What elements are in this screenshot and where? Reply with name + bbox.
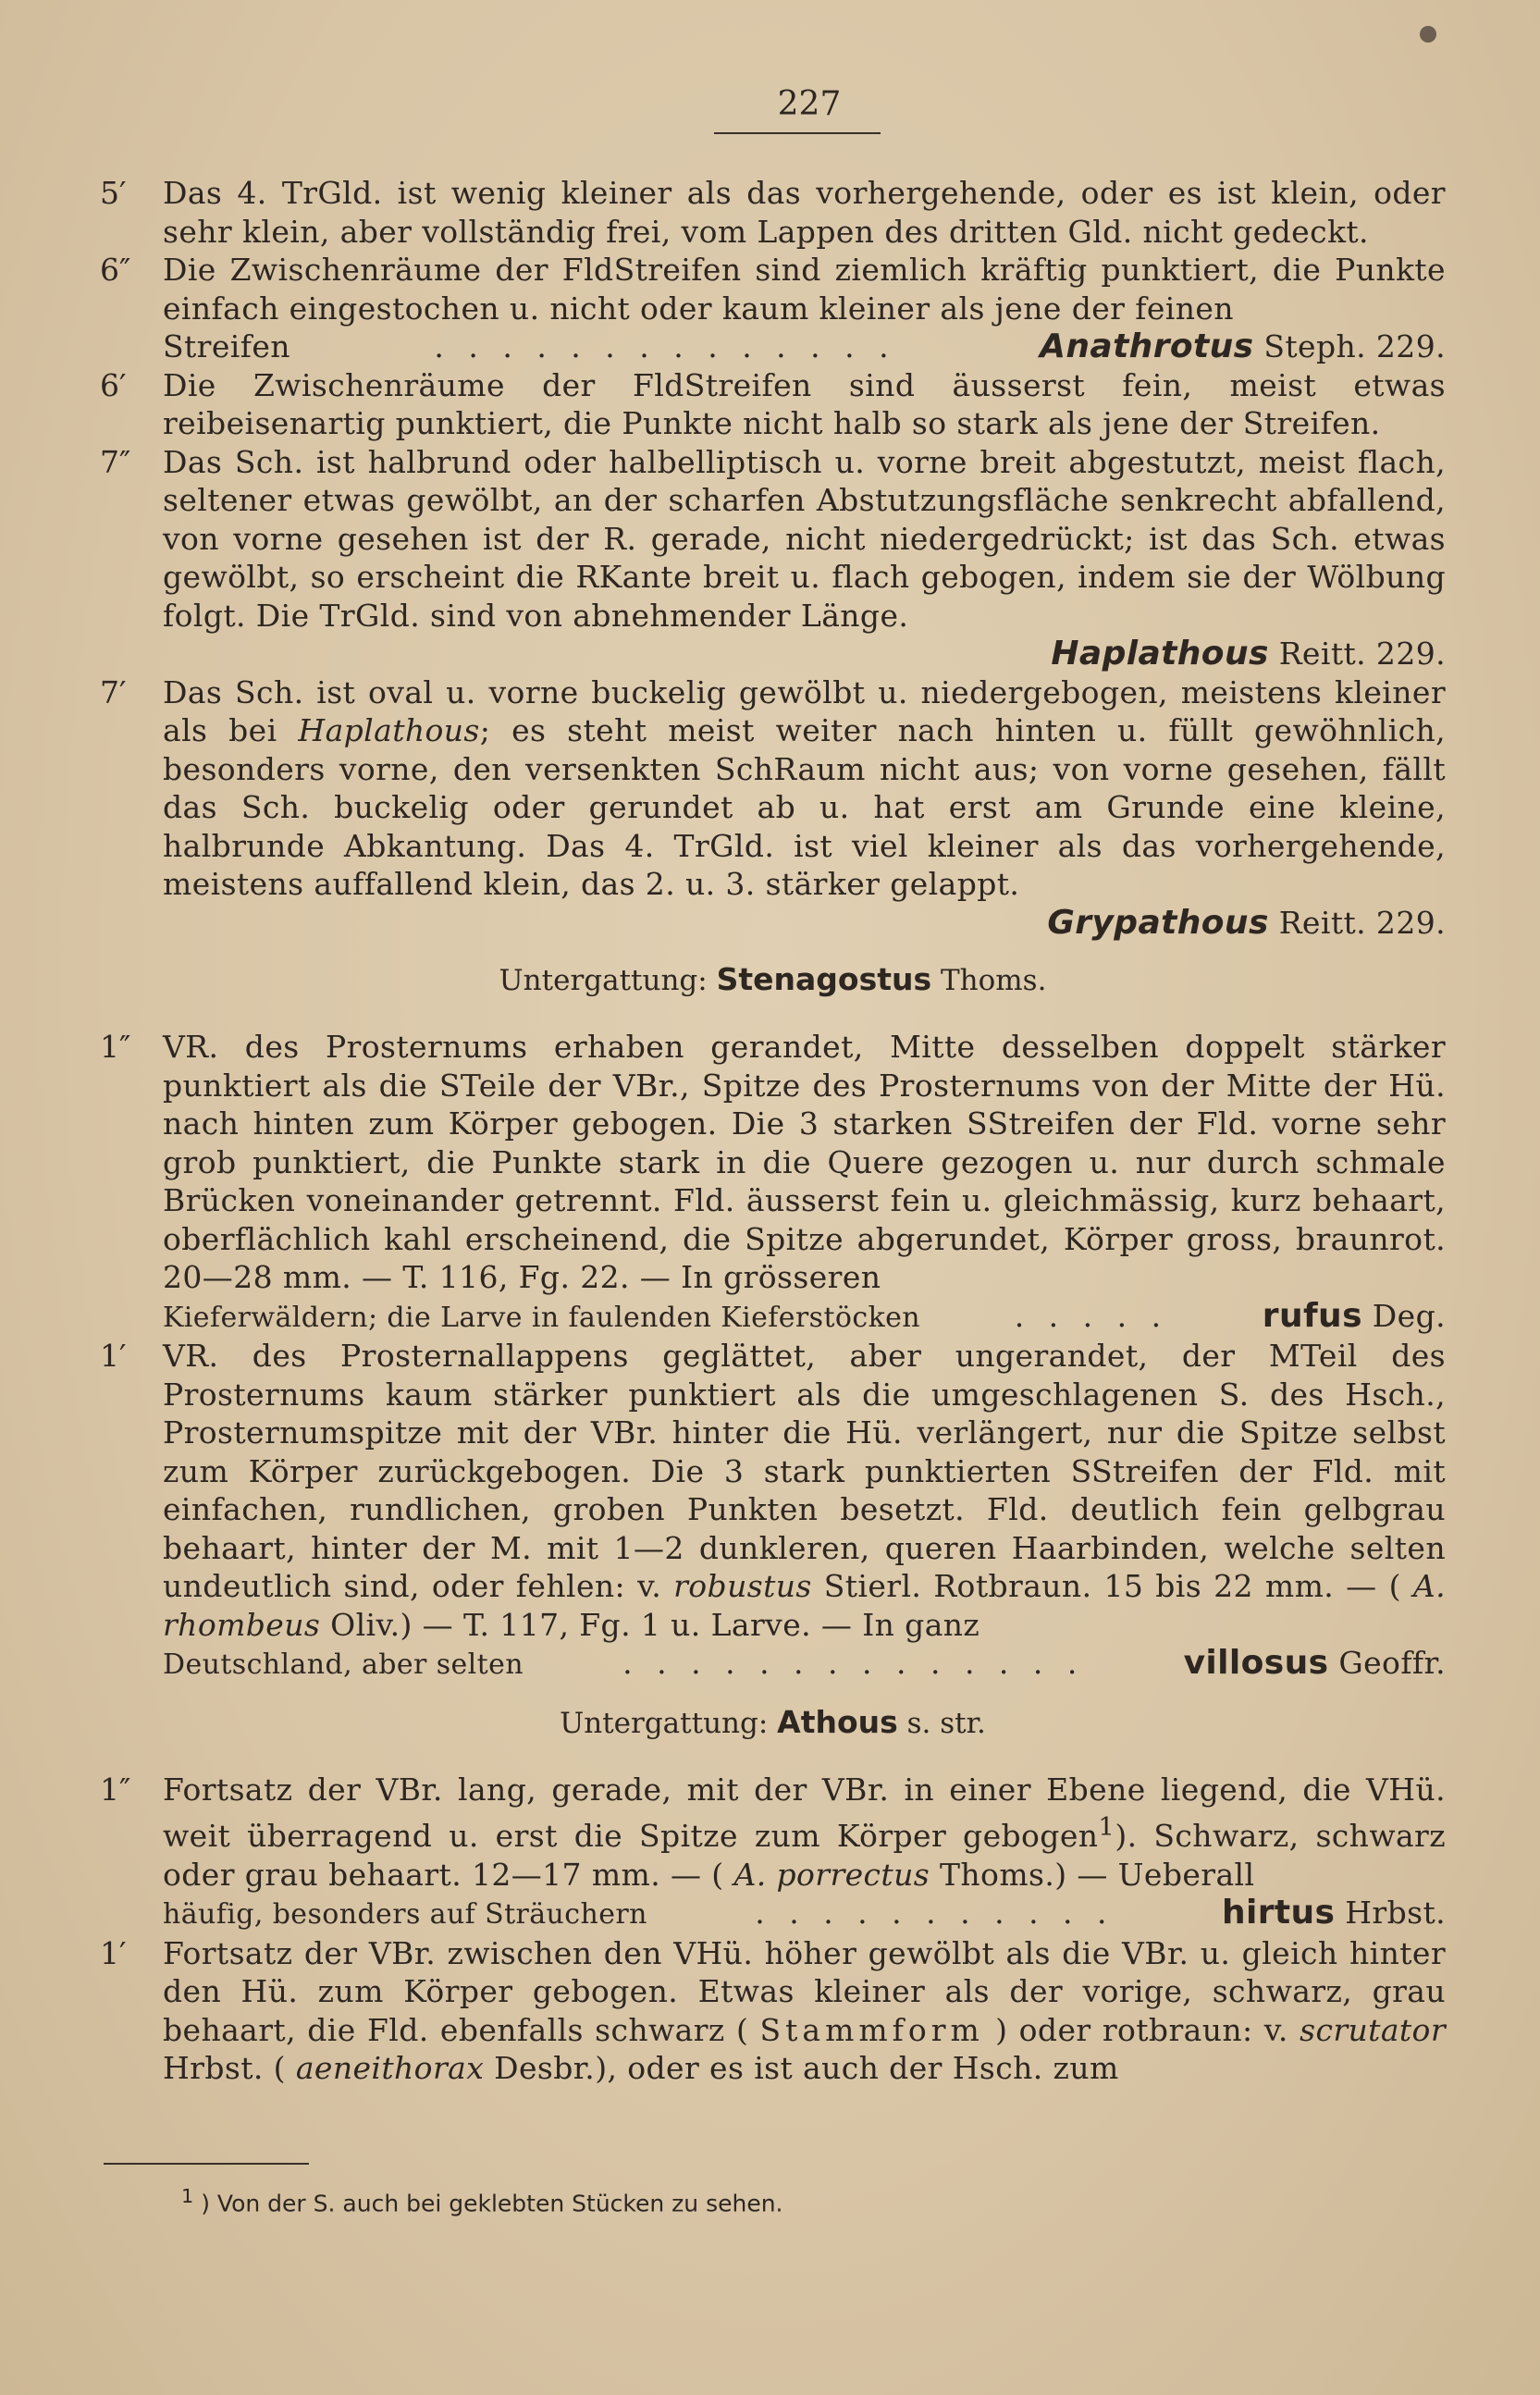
couplet-number: 1′ <box>100 1338 127 1374</box>
species-name: hirtus <box>1221 1894 1336 1932</box>
key-entry <box>100 366 1446 443</box>
key-entry <box>100 1028 1446 1337</box>
couplet-number: 7″ <box>100 443 131 480</box>
key-entry <box>100 673 1446 943</box>
key-entry <box>100 174 1446 251</box>
couplet-number: 5′ <box>100 175 127 211</box>
couplet-number: 6′ <box>100 366 127 403</box>
couplet-number: 1″ <box>100 1029 131 1065</box>
leader-dots: . . . . . <box>1014 1297 1169 1334</box>
couplet-text: VR. des Prosternallappens geglättet, aber ungerandet, der MTeil des Prosternums kaum stärker punktiert als die umgeschlagenen S. des Hsch., Prosternumspitze mit der VBr. hinter die Hü. verlängert, nur die Spitze selbst zum Körper zurückgebogen. Die 3 stark punktierten SStreifen der Fld. mit einfachen, rundlichen, groben Punkten besetzt. Fld. deutlich fein gelbgrau behaart, hinter der M. mit 1—2 dunkleren, queren Haarbinden, welche selten undeutlich sind, oder fehlen: v. robustus Stierl. Rotbraun. 15 bis 22 mm. — ( A. rhombeus Oliv.) — T. 117, Fg. 1 u. Larve. — In ganz Deutschland, aber selten . . . . . . . . . . . . . . villosus Geoffr. <box>163 1338 1447 1682</box>
page-number-rule <box>714 132 881 134</box>
couplet-number: 1″ <box>100 1771 131 1808</box>
couplet-text: VR. des Prosternums erhaben gerandet, Mitte desselben doppelt stärker punktiert als die STeile der VBr., Spitze des Prosternums von der Mitte der Hü. nach hinten zum Körper gebogen. Die 3 starken SStreifen der Fld. vorne sehr grob punktiert, die Punkte stark in die Quere gezogen u. nur durch schmale Brücken voneinander getrennt. Fld. äusserst fein u. gleichmässig, kurz behaart, oberflächlich kahl erscheinend, die Spitze abgerundet, Körper gross, braunrot. 20—28 mm. — T. 116, Fg. 22. — In grösseren Kieferwäldern; die Larve in faulenden Kieferstöcken . . . . . rufus Deg. <box>163 1029 1446 1335</box>
couplet-number: 1′ <box>100 1934 127 1971</box>
species-name: rufus <box>1262 1296 1362 1335</box>
couplet-text: Fortsatz der VBr. lang, gerade, mit der VBr. in einer Ebene liegend, die VHü. weit überragend u. erst die Spitze zum Körper gebogen$^1$). Schwarz, schwarz oder grau behaart. 12—17 mm. — ( A. porrectus Thoms.) — Ueberall häufig, besonders auf Sträuchern . . . . . . . . . . . hirtus Hrbst. <box>163 1771 1446 1932</box>
main-content <box>100 174 1446 2088</box>
species-name: villosus <box>1183 1644 1329 1682</box>
couplet-text: Das Sch. ist halbrund oder halbelliptisch u. vorne breit abgestutzt, meist flach, seltener etwas gewölbt, an der scharfen Abstutzungsfläche senkrecht abfallend, von vorne gesehen ist der R. gerade, nicht niedergedrückt; ist das Sch. etwas gewölbt, so erscheint die RKante breit u. flach gebogen, indem sie der Wölbung folgt. Die TrGld. sind von abnehmender Länge. Haplathous Reitt. 229. <box>163 443 1446 673</box>
genus-name: Anathrotus <box>1040 327 1254 365</box>
genus-name: Grypathous <box>1047 903 1269 942</box>
key-entry <box>100 1934 1446 2088</box>
key-entry <box>100 443 1446 673</box>
couplet-text: Das 4. TrGld. ist wenig kleiner als das vorhergehende, oder es ist klein, oder sehr klein, aber vollständig frei, vom Lappen des dritten Gld. nicht gedeckt. <box>163 175 1446 250</box>
footnote-rule <box>104 2163 309 2165</box>
leader-dots: . . . . . . . . . . . <box>755 1895 1115 1931</box>
couplet-number: 7′ <box>100 673 127 710</box>
subgenus-heading: Untergattung: Athous s. str. <box>560 1703 986 1740</box>
couplet-text: Fortsatz der VBr. zwischen den VHü. höher gewölbt als die VBr. u. gleich hinter den Hü. zum Körper gebogen. Etwas kleiner als der vorige, schwarz, grau behaart, die Fld. ebenfalls schwarz ( Stammform ) oder rotbraun: v. scrutator Hrbst. ( aeneithorax Desbr.), oder es ist auch der Hsch. zum <box>163 1934 1446 2086</box>
key-entry <box>100 1337 1446 1685</box>
couplet-text: Das Sch. ist oval u. vorne buckelig gewölbt u. niedergebogen, meistens kleiner als bei Haplathous; es steht meist weiter nach hinten u. füllt gewöhnlich, besonders vorne, den versenkten SchRaum nicht aus; von vorne gesehen, fällt das Sch. buckelig oder gerundet ab u. hat erst am Grunde eine kleine, halbrunde Abkantung. Das 4. TrGld. ist viel kleiner als das vorhergehende, meistens auffallend klein, das 2. u. 3. stärker gelappt. Grypathous Reitt. 229. <box>163 673 1447 942</box>
page-number: 227 <box>777 85 842 123</box>
genus-name: Haplathous <box>1051 635 1269 673</box>
leader-dots: . . . . . . . . . . . . . . <box>622 1645 1085 1681</box>
subgenus-heading: Untergattung: Stenagostus Thoms. <box>499 961 1047 997</box>
couplet-text: Die Zwischenräume der FldStreifen sind ziemlich kräftig punktiert, die Punkte einfach eingestochen u. nicht oder kaum kleiner als jene der feinen Streifen . . . . . . . . . . . . . . Anathrotus Steph. 229. <box>163 252 1446 365</box>
leader-dots: . . . . . . . . . . . . . . <box>434 328 896 364</box>
key-entry <box>100 1771 1446 1934</box>
ink-spot <box>1420 26 1436 43</box>
footnote: $^1$ ) Von der S. auch bei geklebten Stücken zu sehen. <box>181 2185 783 2217</box>
couplet-number: 6″ <box>100 252 131 288</box>
key-entry <box>100 251 1446 366</box>
couplet-text: Die Zwischenräume der FldStreifen sind äusserst fein, meist etwas reibeisenartig punktiert, die Punkte nicht halb so stark als jene der Streifen. <box>163 366 1446 441</box>
